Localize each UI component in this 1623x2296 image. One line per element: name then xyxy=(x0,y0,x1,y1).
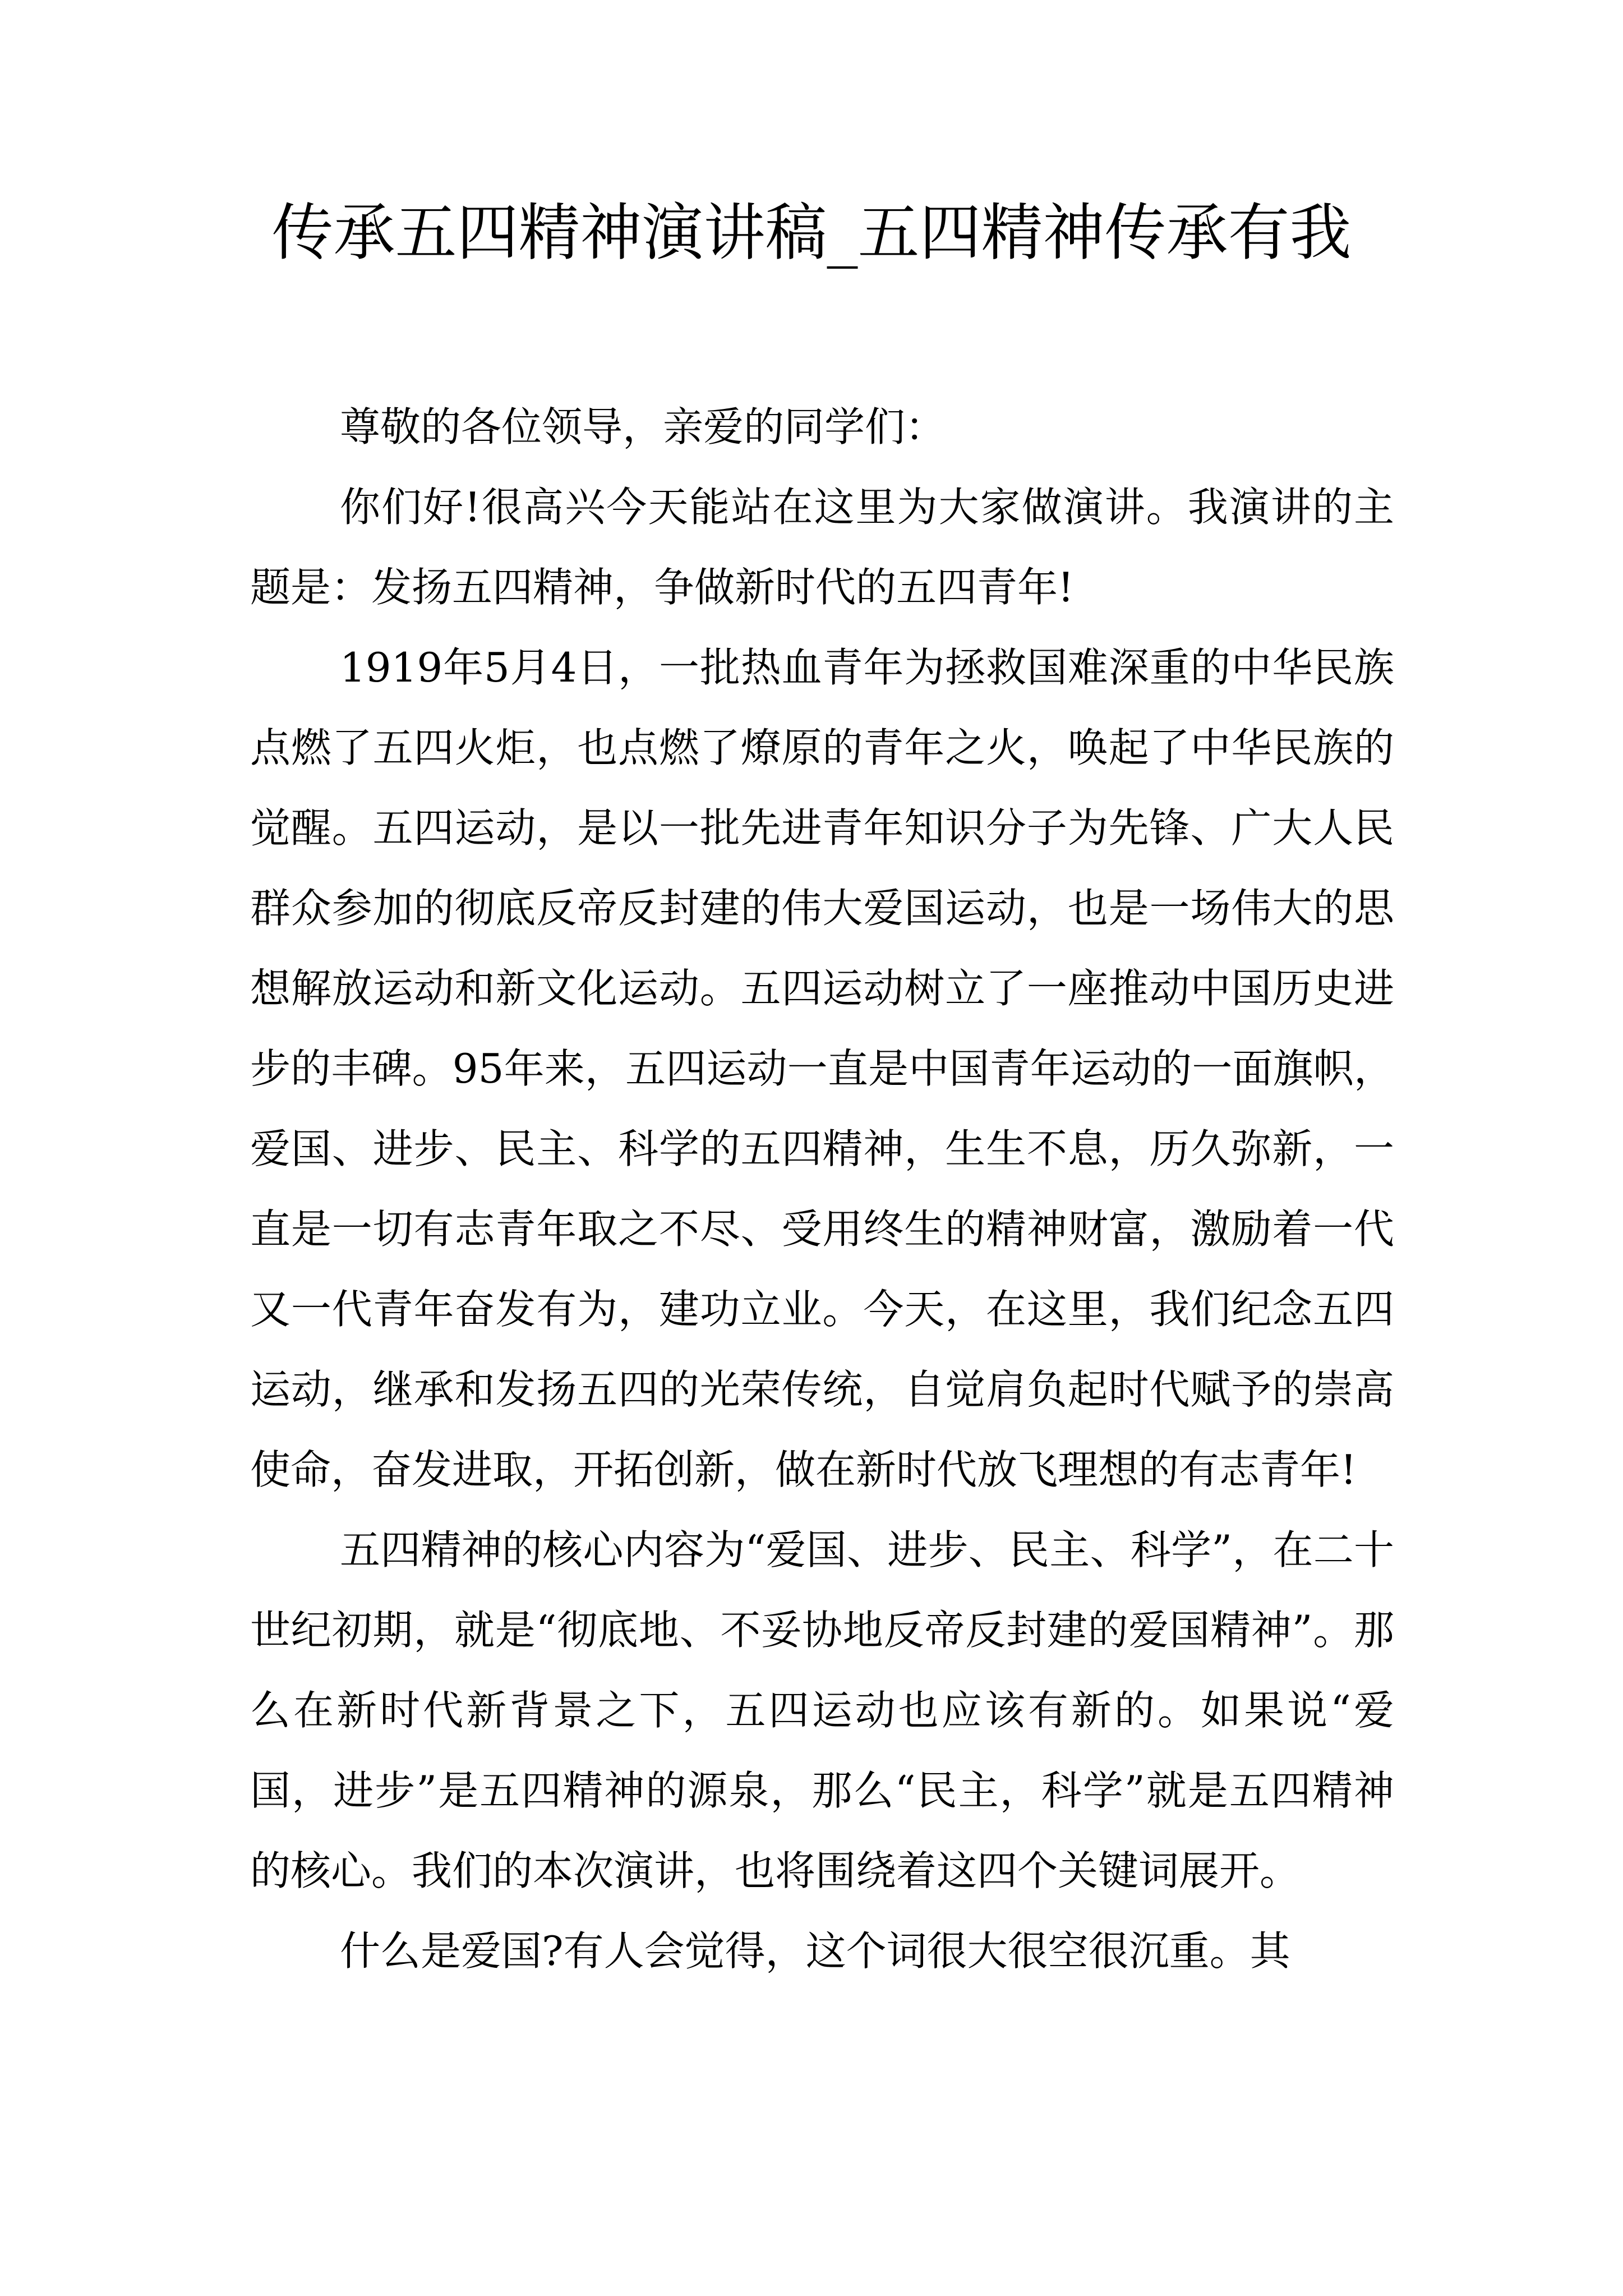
document-title: 传承五四精神演讲稿_五四精神传承有我 xyxy=(271,197,1352,269)
paragraph-greeting: 你们好!很高兴今天能站在这里为大家做演讲。我演讲的主题是：发扬五四精神，争做新时代的五四青年! xyxy=(250,484,1394,611)
paragraph-salutation: 尊敬的各位领导，亲爱的同学们： xyxy=(340,403,946,450)
paragraph-patriotism: 什么是爱国?有人会觉得，这个词很大很空很沉重。其 xyxy=(340,1927,1290,1975)
document-body xyxy=(250,387,1394,1991)
paragraph-core-content: 五四精神的核心内容为“爱国、进步、民主、科学”，在二十世纪初期，就是“彻底地、不妥协地反帝反封建的爱国精神”。那么在新时代新背景之下，五四运动也应该有新的。如果说“爱国，进步”是五四精神的源泉，那么“民主，科学”就是五四精神的核心。我们的本次演讲，也将围绕着这四个关键词展开。 xyxy=(250,1526,1394,1894)
paragraph-history: 1919年5月4日，一批热血青年为拯救国难深重的中华民族点燃了五四火炬，也点燃了燎原的青年之火，唤起了中华民族的觉醒。五四运动，是以一批先进青年知识分子为先锋、广大人民群众参加的彻底反帝反封建的伟大爱国运动，也是一场伟大的思想解放运动和新文化运动。五四运动树立了一座推动中国历史进步的丰碑。95年来，五四运动一直是中国青年运动的一面旗帜，爱国、进步、民主、科学的五四精神，生生不息，历久弥新，一直是一切有志青年取之不尽、受用终生的精神财富，激励着一代又一代青年奋发有为，建功立业。今天，在这里，我们纪念五四运动，继承和发扬五四的光荣传统，自觉肩负起时代赋予的崇高使命，奋发进取，开拓创新，做在新时代放飞理想的有志青年! xyxy=(250,644,1394,1493)
